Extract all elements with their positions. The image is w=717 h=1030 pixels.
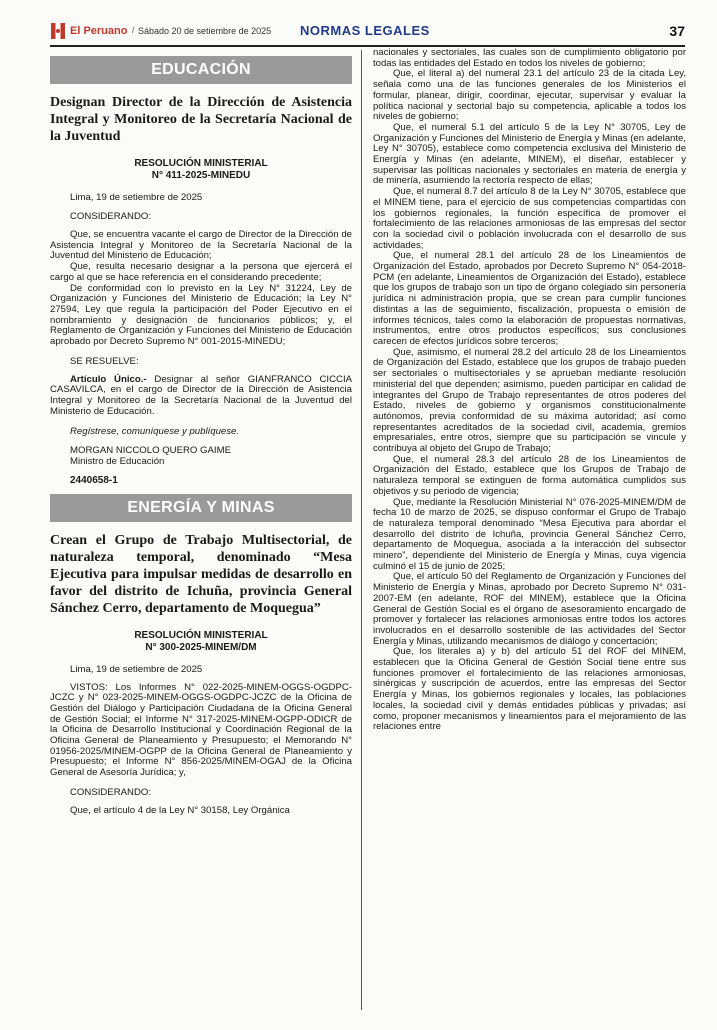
resolution-number: N° 411-2025-MINEDU: [151, 170, 251, 181]
left-column: [50, 56, 352, 1014]
brand-name: El Peruano: [70, 25, 128, 37]
header-date: Sábado 20 de setiembre de 2025: [138, 26, 272, 36]
paragraph: Que, el literal a) del numeral 23.1 del artículo 23 de la citada Ley, señala como una de las funciones generales de los Ministerios el formular, planear, dirigir, coordinar, ejecutar, supervisar y evaluar la política nacional y sectorial bajo su competencia, aplicable a todos los niveles de gobierno;: [373, 68, 686, 123]
considerando-heading: CONSIDERANDO:: [70, 786, 152, 798]
section-banner-energia-minas: ENERGÍA Y MINAS: [50, 494, 352, 522]
paragraph: De conformidad con lo previsto en la Ley N° 31224, Ley de Organización y Funciones del Ministerio de Educación; la Ley N° 27594, Ley que regula la participación del Poder Ejecutivo en el nombramiento y designación de funcionarios públicos; y, el Reglamento de Organización y Funciones del Ministerio de Educación aprobado por Decreto Supremo N° 001-2015-MINEDU;: [50, 282, 352, 348]
norm-title: Designan Director de la Dirección de Asistencia Integral y Monitoreo de la Secretaría Nacional de la Juventud: [50, 95, 352, 144]
resolution-type: RESOLUCIÓN MINISTERIAL: [134, 629, 268, 641]
page-number: 37: [669, 23, 685, 39]
article-text: Designar al señor GIANFRANCO CICCIA CASAVILCA, en el cargo de Director de la Dirección de Asistencia Integral y Monitoreo de la Secretaría Nacional de la Juventud del Ministerio de Educación.: [50, 373, 352, 417]
paragraph: Que, asimismo, el numeral 28.2 del artículo 28 de los Lineamientos de Organización del Estado, establece que los grupos de trabajo pueden ser sectoriales o multisectoriales y se aprueban mediante resolución ministerial del que dependen; asimismo, pueden participar en calidad de integrantes del Grupo de Trabajo representantes de otros poderes del Estado, niveles de gobierno y organismos constitucionalmente autónomos, previa conformidad de su máxima autoridad; así como representantes acreditados de la sociedad civil, academia, gremios empresariales, entre otros, siempre que su participación se vincule y contribuya al objeto del Grupo de Trabajo;: [373, 346, 686, 455]
column-divider: [361, 50, 362, 1010]
paragraph: nacionales y sectoriales, las cuales son de cumplimiento obligatorio por todas las entidades del Estado en todos los niveles de gobierno;: [373, 48, 686, 69]
paragraph: Que, el numeral 28.3 del artículo 28 de los Lineamientos de Organización del Estado, establece que los Grupos de Trabajo de naturaleza temporal se extinguen de forma automática cumplidos sus objetivos y su periodo de vigencia;: [373, 453, 686, 497]
article-paragraph: [50, 375, 352, 418]
paragraph: Que, el artículo 50 del Reglamento de Organización y Funciones del Ministerio de Energía y Minas, aprobado por Decreto Supremo N° 031-2007-EM (en adelante, ROF del MINEM), establece que la Oficina General de Gestión Social es el órgano de asesoramiento encargado de promover y fortalecer las relaciones armoniosas entre todos los actores involucrados en el desarrollo sostenible de las actividades del Sector Energía y Minas, utilizando mecanismos de diálogo y concertación;: [373, 571, 686, 647]
section-title: NORMAS LEGALES: [300, 23, 430, 38]
vistos-paragraph: VISTOS: Los Informes N° 022-2025-MINEM-OGGS-OGDPC-JCZC y N° 023-2025-MINEM-OGGS-OGDPC-JCZC de la Oficina de Gestión del Diálogo y Participación Ciudadana de la Oficina General de Gestión Social; el Informe N° 317-2025-MINEM-OGPP-ODICR de la Oficina de Desarrollo Institucional y Coordinación Regional de la Oficina General de Planeamiento y Presupuesto; el Memorando N° 01956-2025/MINEM-OGPP de la Oficina General de Planeamiento y Presupuesto; el Informe N° 856-2025/MINEM-OGAJ de la Oficina General de Asesoría Jurídica; y,: [50, 681, 352, 779]
considerando-heading: CONSIDERANDO:: [70, 211, 152, 222]
paragraph: Que, mediante la Resolución Ministerial N° 076-2025-MINEM/DM de fecha 10 de marzo de 2025, se dispuso conformar el Grupo de Trabajo de naturaleza temporal denominado “Mesa Ejecutiva para abordar el desarrollo del distrito de Ichuña, provincia General Sánchez Cerro, departamento de Moquegua, asociada a la interacción del subsector minero”, dependiente del Ministerio de Energía y Minas, cuya vigencia culminó el 15 de junio de 2025;: [373, 496, 686, 572]
norm-title: Crean el Grupo de Trabajo Multisectorial, de naturaleza temporal, denominado “Mesa Ejecutiva para impulsar medidas de desarrollo en favor del distrito de Ichuña, provincia General Sánchez Cerro, departamento de Moquegua”: [50, 532, 352, 616]
resolution-date: Lima, 19 de setiembre de 2025: [70, 663, 203, 675]
header-rule: [50, 45, 685, 47]
resolution-heading: [50, 158, 352, 182]
header-separator: /: [132, 25, 135, 35]
resolution-heading: [50, 630, 352, 654]
article-label: Artículo Único.-: [70, 373, 147, 385]
se-resuelve-heading: SE RESUELVE:: [70, 355, 139, 367]
right-column: [373, 48, 686, 1012]
el-peruano-logo-icon: [50, 22, 66, 40]
publication-code: 2440658-1: [70, 474, 118, 486]
page-header: [50, 20, 685, 44]
signer-role: Ministro de Educación: [70, 455, 165, 467]
paragraph: Que, los literales a) y b) del artículo 51 del ROF del MINEM, establecen que la Oficina General de Gestión Social tiene entre sus funciones promover el fortalecimiento de las relaciones armoniosas, sinérgicas y suscripción de acuerdos, entre las empresas del Sector Energía y Minas, los gobiernos regionales y locales, las poblaciones locales, la sociedad civil y demás entidades públicas y privadas; así como, proponer mecanismos y lineamientos para el mejoramiento de las relaciones entre: [373, 646, 686, 733]
paragraph: Que, el numeral 8.7 del artículo 8 de la Ley N° 30705, establece que el MINEM tiene, para el ejercicio de sus competencias compartidas con los gobiernos regionales, la función específica de promover el fortalecimiento de las relaciones armoniosas de las empresas del sector con la sociedad civil o población involucrada con el desarrollo de sus actividades;: [373, 186, 686, 251]
closing-formula: Regístrese, comuníquese y publíquese.: [70, 425, 240, 437]
paragraph: Que, resulta necesario designar a la persona que ejercerá el cargo al que se hace referencia en el considerando precedente;: [50, 261, 352, 283]
paragraph: Que, el numeral 5.1 del artículo 5 de la Ley N° 30705, Ley de Organización y Funciones del Ministerio de Energía y Minas (en adelante, Ley N° 30705), establece como competencia exclusiva del Ministerio de Energía y Minas (en adelante, MINEM), el diseñar, establecer y supervisar las políticas nacionales y sectoriales en materia de energía y de minería, asumiendo la rectoría respecto de ellas;: [373, 121, 686, 187]
section-banner-educacion: EDUCACIÓN: [50, 56, 352, 84]
resolution-number: N° 300-2025-MINEM/DM: [145, 641, 257, 653]
cutoff-fade: [373, 994, 686, 1012]
paragraph: Que, el numeral 28.1 del artículo 28 de los Lineamientos de Organización del Estado, aprobados por Decreto Supremo N° 054-2018-PCM (en adelante, Lineamientos de Organización del Estado), establece que los grupos de trabajo son un tipo de órgano colegiado sin personería jurídica ni administración propia, que se crean para cumplir funciones distintas a las de seguimiento, fiscalización, propuesta o emisión de informes técnicos, tales como la elaboración de propuestas normativas, instrumentos, entre otros productos específicos; sus conclusiones carecen de efectos jurídicos sobre terceros;: [373, 250, 686, 347]
paragraph: Que, se encuentra vacante el cargo de Director de la Dirección de Asistencia Integral y Monitoreo de la Secretaría Nacional de la Juventud del Ministerio de Educación;: [50, 229, 352, 262]
paragraph: Que, el artículo 4 de la Ley N° 30158, Ley Orgánica: [70, 804, 290, 816]
signer-name: MORGAN NICCOLO QUERO GAIME: [70, 444, 231, 456]
resolution-date: Lima, 19 de setiembre de 2025: [70, 192, 203, 203]
resolution-type: RESOLUCIÓN MINISTERIAL: [134, 158, 268, 169]
